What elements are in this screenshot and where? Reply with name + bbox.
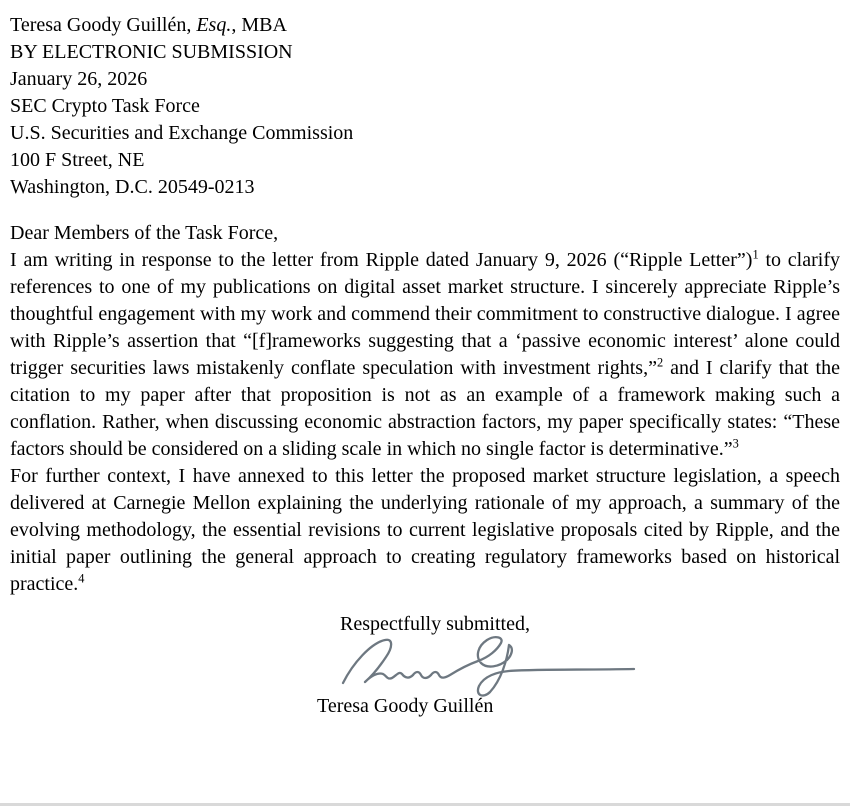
- recipient-line-org: SEC Crypto Task Force: [10, 95, 200, 117]
- valediction: Respectfully submitted,: [340, 613, 530, 635]
- recipient-line-city: Washington, D.C. 20549-0213: [10, 176, 255, 198]
- recipient-line-agency: U.S. Securities and Exchange Commission: [10, 122, 354, 144]
- salutation: Dear Members of the Task Force,: [10, 222, 279, 244]
- body-paragraph-1: I am writing in response to the letter from Ripple dated January 9, 2026 (“Ripple Letter”)$^1$ to clarify references to one of my publications on digital asset market structure. I sincerely appreciate Ripple’s thoughtful engagement with my work and commend their commitment to constructive dialogue. I agree with Ripple’s assertion that “[f]rameworks suggesting that a ‘passive economic interest’ alone could trigger securities laws mistakenly conflate speculation with investment rights,”$^2$ and I clarify that the citation to my paper after that proposition is not as an example of a framework making such a conflation. Rather, when discussing economic abstraction factors, my paper specifically states: “These factors should be considered on a sliding scale in which no single factor is determinative.”$^3$: [10, 247, 840, 460]
- signature-image: [337, 633, 637, 697]
- submission-method-line: BY ELECTRONIC SUBMISSION: [10, 41, 293, 63]
- signature-stroke: [343, 637, 634, 695]
- letter-date: January 26, 2026: [10, 68, 148, 90]
- body-paragraph-2: For further context, I have annexed to this letter the proposed market structure legislation, a speech delivered at Carnegie Mellon explaining the underlying rationale of my approach, a summary of the evolving methodology, the essential revisions to current legislative proposals cited by Ripple, and the initial paper outlining the general approach to creating regulatory frameworks based on historical practice.$^4$: [10, 465, 840, 595]
- author-name-line: Teresa Goody Guillén, Esq., MBA: [10, 14, 287, 36]
- signatory-name: Teresa Goody Guillén: [317, 695, 494, 717]
- closing-block: [317, 611, 840, 720]
- recipient-address-block: [10, 93, 840, 201]
- recipient-line-street: 100 F Street, NE: [10, 149, 145, 171]
